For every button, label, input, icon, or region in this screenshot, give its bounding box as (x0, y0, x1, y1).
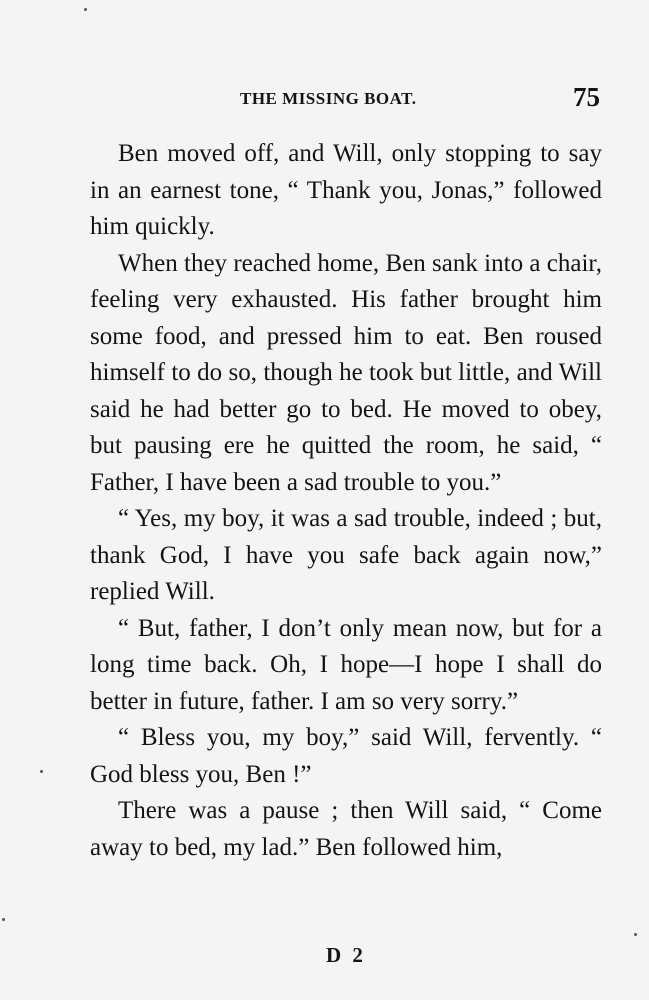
running-title: THE MISSING BOAT. (240, 89, 417, 108)
paragraph: “ Bless you, my boy,” said Will, fervently. “ God bless you, Ben !” (90, 724, 602, 788)
body-text (90, 136, 602, 866)
signature-mark: D 2 (326, 943, 366, 967)
paragraph: When they reached home, Ben sank into a chair, feeling very exhausted. His father brought him some food, and pressed him to eat. Ben roused himself to do so, though he took but little, and Will said he had better go to bed. He moved to obey, but pausing ere he quitted the room, he said, “ Father, I have been a sad trouble to you.” (90, 249, 602, 496)
paragraph: “ Yes, my boy, it was a sad trouble, indeed ; but, thank God, I have you safe back again now,” replied Will. (90, 505, 602, 605)
paper-speck (40, 770, 43, 773)
paper-speck (634, 933, 637, 936)
paragraph: There was a pause ; then Will said, “ Come away to bed, my lad.” Ben followed him, (90, 797, 602, 861)
paragraph: “ But, father, I don’t only mean now, but for a long time back. Oh, I hope—I hope I shall do better in future, father. I am so very sorry.” (90, 614, 602, 715)
paper-speck (2, 918, 5, 921)
paragraph: Ben moved off, and Will, only stopping to say in an earnest tone, “ Thank you, Jonas,” followed him quickly. (90, 140, 602, 240)
paper-speck (84, 8, 87, 11)
page-number: 75 (573, 82, 600, 112)
